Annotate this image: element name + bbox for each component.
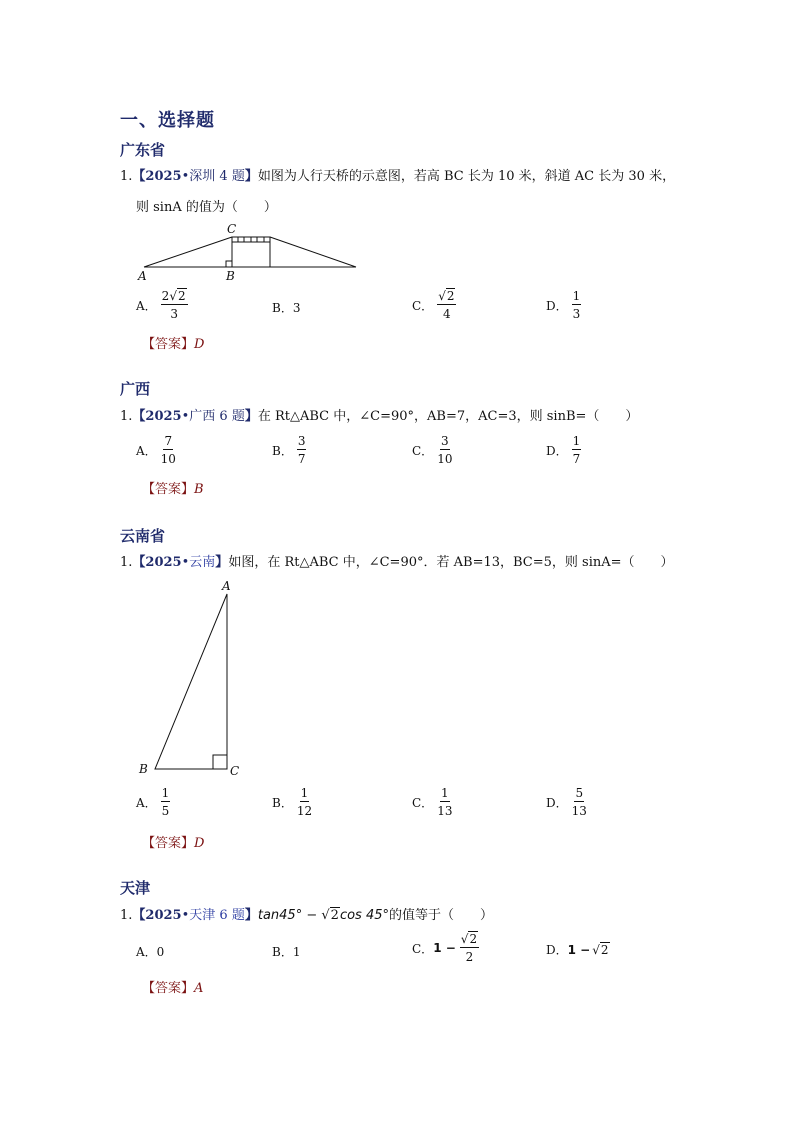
question-source: 深圳 4 题	[189, 169, 245, 184]
fraction: $\frac{2√2}{3}$	[161, 289, 186, 321]
question-year: 2025	[145, 555, 182, 570]
option-label: B．	[272, 795, 293, 810]
question-number: 1.	[120, 908, 133, 923]
option-a	[136, 787, 170, 817]
fraction: $\frac{3}{7}$	[297, 434, 306, 466]
question-source: 云南	[189, 555, 216, 570]
option-d	[546, 787, 587, 817]
question-text: 在 Rt△ABC 中，∠C=90°，AB=7，AC=3，则 sinB=（ ）	[257, 409, 639, 424]
option-a	[136, 435, 176, 465]
option-value: 1	[292, 944, 301, 959]
tag-close: 】	[244, 908, 258, 923]
tag-dot: •	[181, 169, 190, 184]
tag-open: 【	[132, 169, 146, 184]
question-source: 天津 6 题	[189, 908, 245, 923]
option-label: A．	[136, 945, 157, 959]
tag-dot: •	[181, 908, 190, 923]
sqrt-icon: √2	[592, 942, 609, 957]
question-text: 的值等于（ ）	[389, 908, 494, 923]
tag-dot: •	[181, 409, 190, 424]
question-line	[120, 405, 638, 424]
fraction: $\frac{1}{5}$	[161, 786, 170, 818]
option-c	[412, 290, 456, 320]
question-line	[120, 551, 674, 570]
answer-label: 【答案】	[142, 482, 195, 497]
question-year: 2025	[145, 169, 182, 184]
question-source: 广西 6 题	[189, 409, 245, 424]
option-label: B．	[272, 443, 293, 458]
answer-line	[142, 832, 204, 851]
option-label: D．	[546, 795, 568, 810]
sqrt-icon: √2	[169, 289, 186, 303]
question-year: 2025	[145, 908, 182, 923]
section-title: 一、选择题	[120, 110, 215, 131]
option-label: D．	[546, 298, 568, 313]
fraction: $\frac{1}{13}$	[437, 786, 453, 818]
label-a: A	[222, 579, 231, 593]
label-b: B	[139, 762, 148, 776]
fraction: $\frac{1}{12}$	[296, 786, 313, 818]
option-label: A．	[136, 298, 157, 313]
fraction: $\frac{1}{7}$	[572, 434, 581, 466]
question-year: 2025	[145, 409, 182, 424]
label-b: B	[226, 269, 235, 283]
option-label: B．	[272, 301, 293, 315]
bridge-figure	[136, 218, 366, 284]
question-text: 如图为人行天桥的示意图，若高 BC 长为 10 米，斜道 AC 长为 30 米，	[257, 169, 676, 184]
option-a	[136, 290, 188, 320]
fraction: $\frac{3}{10}$	[437, 434, 453, 466]
answer-value: D	[194, 337, 205, 352]
question-text: 如图，在 Rt△ABC 中，∠C=90°．若 AB=13，BC=5，则 sinA=（ ）	[228, 555, 674, 570]
answer-label: 【答案】	[142, 337, 195, 352]
fraction: $\frac{√2}{4}$	[438, 289, 455, 321]
option-label: A．	[136, 443, 157, 458]
option-label: D．	[546, 943, 568, 957]
tag-close: 】	[244, 169, 258, 184]
answer-label: 【答案】	[142, 981, 195, 996]
fraction: $\frac{1}{3}$	[572, 289, 581, 321]
tag-dot: •	[181, 555, 190, 570]
question-number: 1.	[120, 169, 133, 184]
option-b	[272, 435, 306, 465]
answer-value: D	[194, 836, 205, 851]
expr-cos: cos 45°	[339, 908, 390, 923]
option-c	[412, 787, 452, 817]
option-c	[412, 933, 479, 963]
option-a	[136, 943, 164, 960]
fraction: $\frac{7}{10}$	[160, 434, 176, 466]
option-label: A．	[136, 795, 157, 810]
answer-line	[142, 977, 203, 996]
fraction: $\frac{√2}{2}$	[460, 932, 478, 964]
option-value: 0	[156, 944, 165, 959]
answer-label: 【答案】	[142, 836, 195, 851]
answer-value: A	[194, 981, 204, 996]
option-c	[412, 435, 452, 465]
option-label: C．	[412, 443, 434, 458]
option-d	[546, 290, 581, 320]
option-label: C．	[412, 941, 434, 956]
tag-close: 】	[244, 409, 258, 424]
province-heading: 天津	[120, 879, 151, 897]
label-c: C	[230, 764, 240, 778]
right-angle-mark	[213, 755, 227, 769]
label-a: A	[138, 269, 147, 283]
option-d	[546, 941, 610, 958]
option-lead: 1 −	[567, 942, 591, 957]
sqrt-icon: √2	[438, 289, 455, 303]
tag-close: 】	[215, 555, 229, 570]
province-heading: 广东省	[120, 141, 166, 159]
sqrt-icon: √2	[321, 908, 339, 923]
question-text-line2: 则 sinA 的值为（ ）	[136, 200, 277, 215]
option-label: B．	[272, 945, 293, 959]
triangle-figure	[134, 576, 244, 780]
right-angle-mark	[226, 261, 232, 267]
label-c: C	[227, 222, 237, 236]
option-b	[272, 787, 312, 817]
option-label: C．	[412, 298, 434, 313]
option-b	[272, 943, 300, 960]
tag-open: 【	[132, 409, 146, 424]
province-heading: 云南省	[120, 527, 166, 545]
ramp-left	[144, 237, 232, 267]
expr-tan: tan45°	[257, 908, 303, 923]
sqrt-icon: √2	[460, 932, 478, 946]
option-label: D．	[546, 443, 568, 458]
province-heading: 广西	[120, 380, 151, 398]
question-line	[120, 165, 675, 184]
answer-line	[142, 478, 204, 497]
tag-open: 【	[132, 555, 146, 570]
question-number: 1.	[120, 409, 133, 424]
expr-minus: −	[302, 908, 322, 923]
option-b	[272, 299, 300, 316]
question-line	[120, 904, 493, 923]
option-label: C．	[412, 795, 434, 810]
tag-open: 【	[132, 908, 146, 923]
answer-value: B	[194, 482, 204, 497]
option-value: 3	[292, 300, 301, 315]
triangle-abc	[155, 594, 227, 769]
answer-line	[142, 333, 204, 352]
option-lead: 1 −	[433, 941, 456, 955]
option-d	[546, 435, 581, 465]
fraction: $\frac{5}{13}$	[571, 786, 587, 818]
ramp-right	[270, 237, 356, 267]
question-number: 1.	[120, 555, 133, 570]
